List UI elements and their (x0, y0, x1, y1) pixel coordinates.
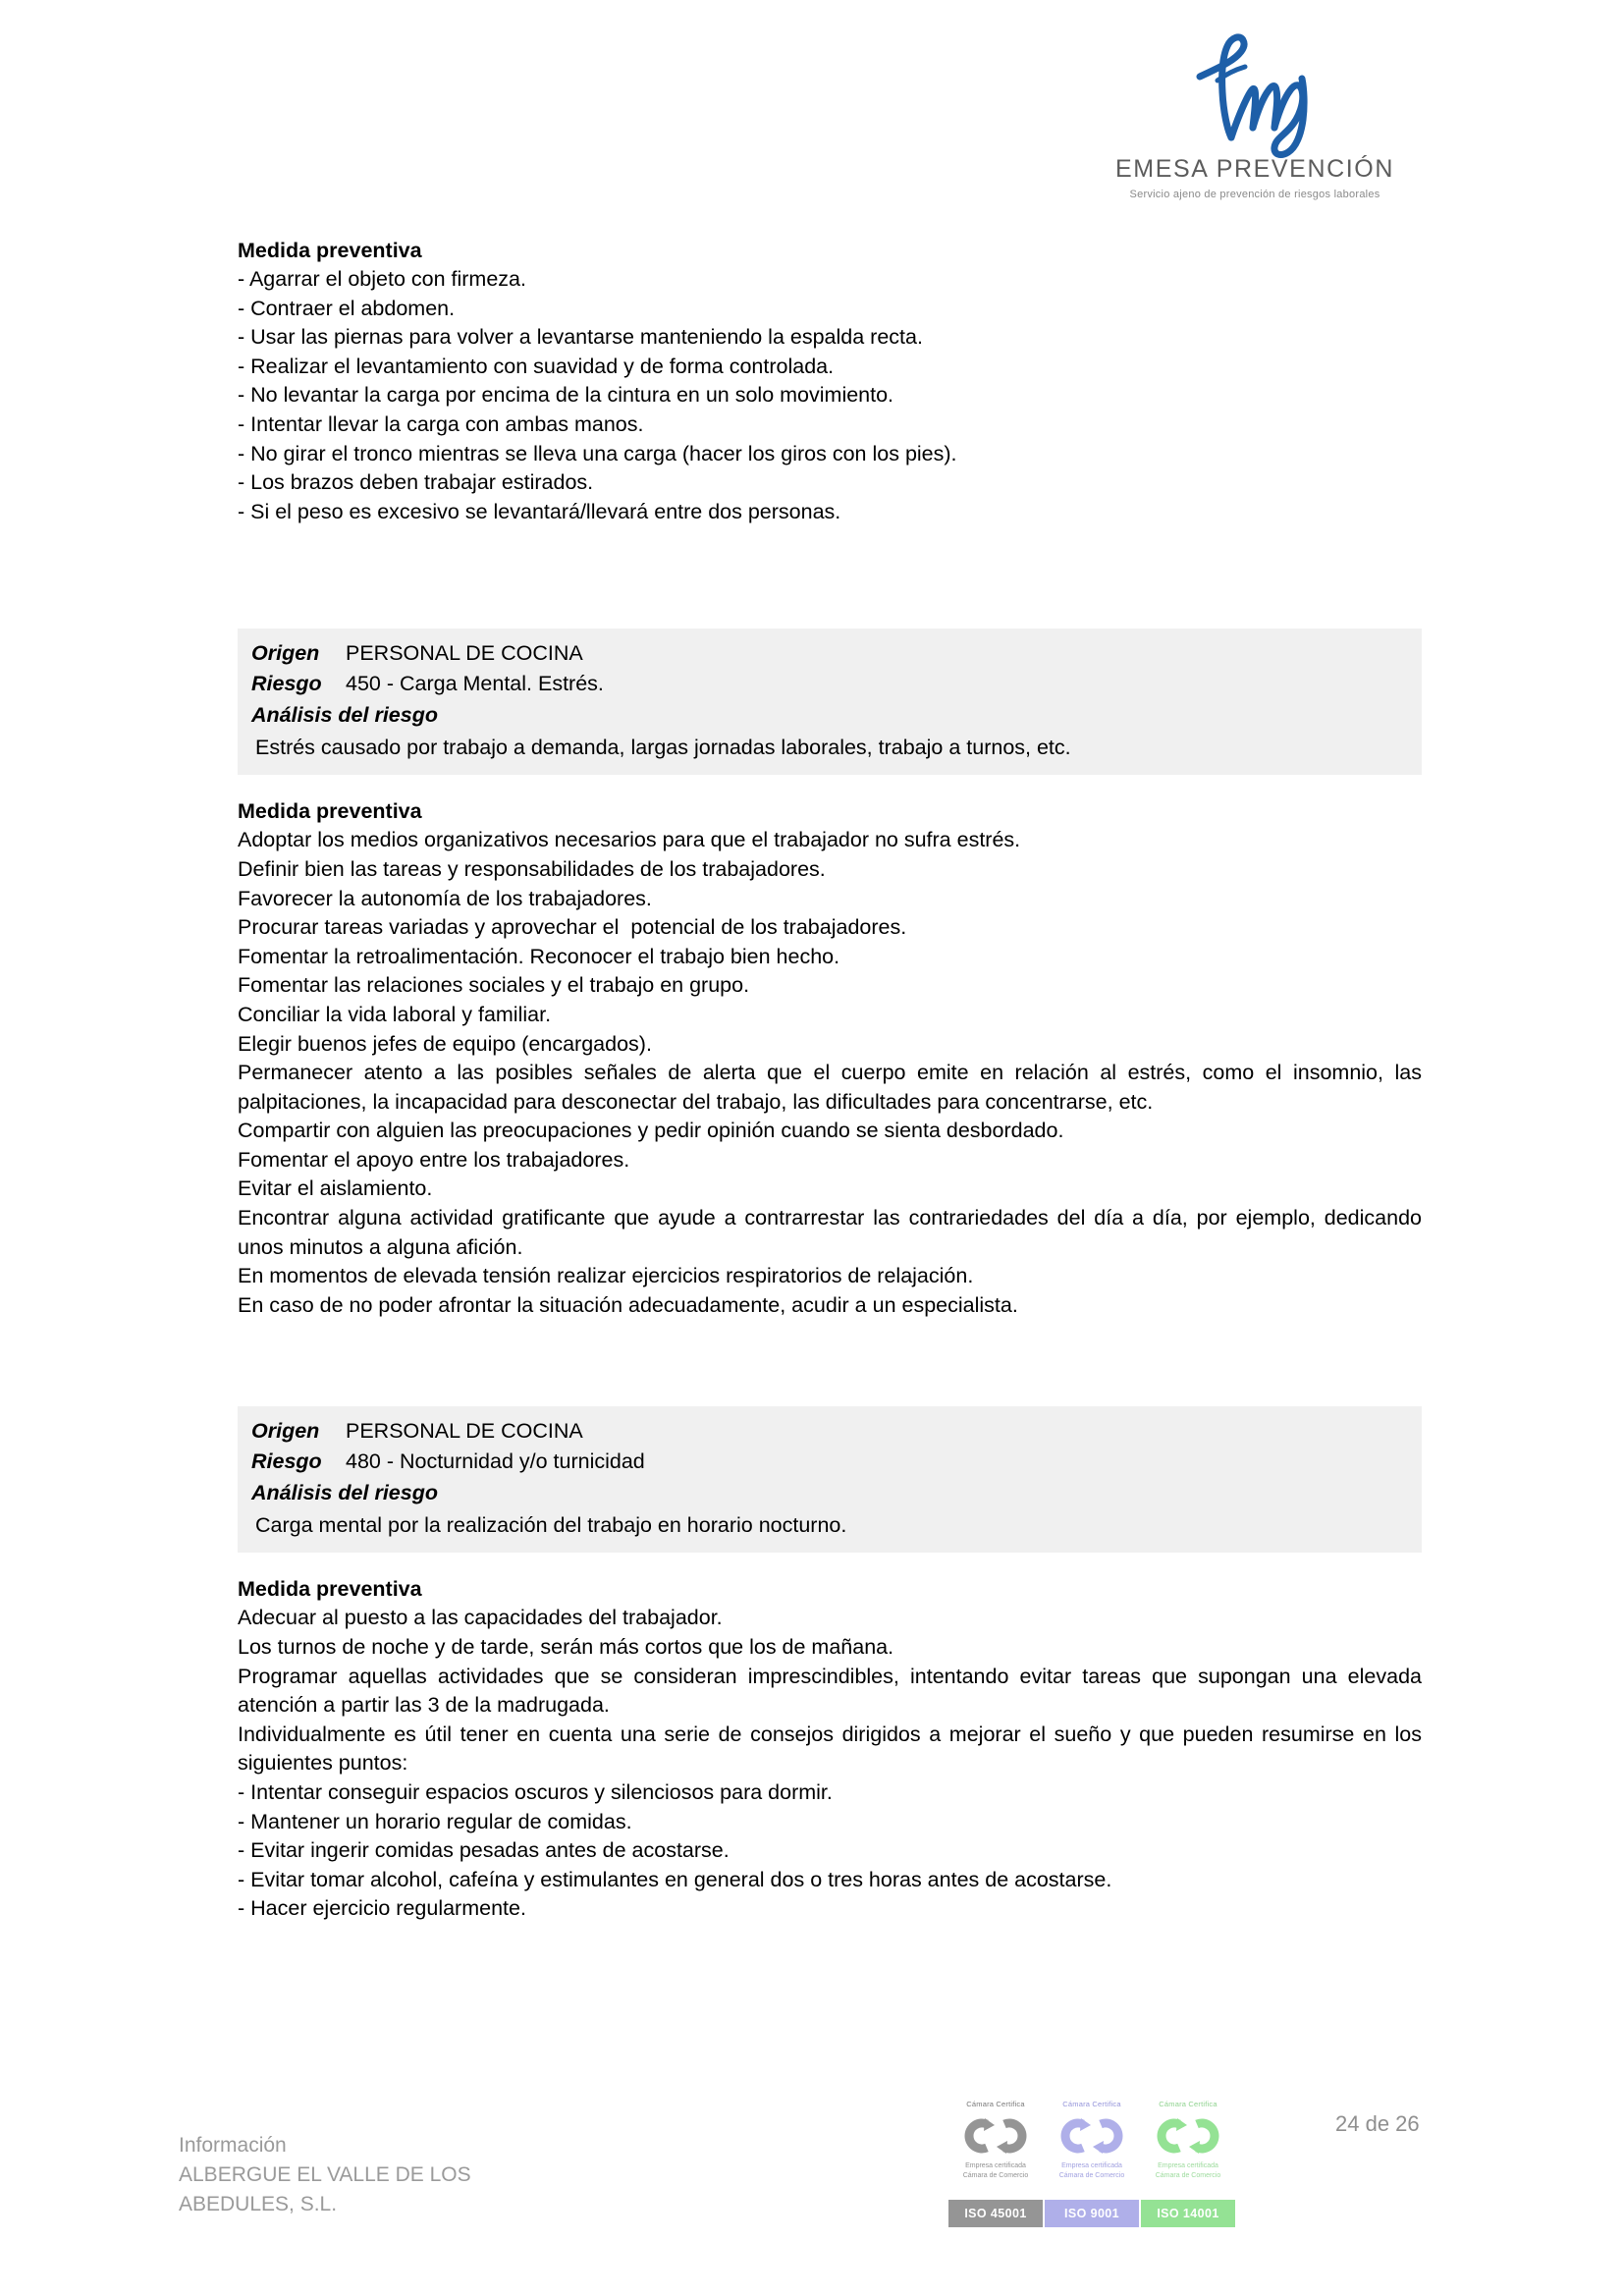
measure-line: Fomentar el apoyo entre los trabajadores. (238, 1147, 630, 1172)
analisis-text: Estrés causado por trabajo a demanda, largas jornadas laborales, trabajo a turnos, etc. (255, 736, 1071, 760)
camara-certifica-cc-icon (951, 2114, 1040, 2158)
risk-riesgo-row (238, 669, 1422, 699)
riesgo-value: 480 - Nocturnidad y/o turnicidad (346, 1449, 645, 1474)
origen-label: Origen (251, 1419, 320, 1444)
riesgo-label: Riesgo (251, 672, 322, 696)
document-content (238, 236, 1422, 1924)
risk-origen-row (238, 1416, 1422, 1447)
badge-header: Cámara Certifica (1159, 2100, 1217, 2108)
measure-paragraph: Encontrar alguna actividad gratificante que ayude a contrarrestar las contrariedades del día a día, por ejemplo, dedicando unos minutos a alguna afición. (238, 1206, 1422, 1259)
badge-header: Cámara Certifica (1062, 2100, 1121, 2108)
certification-badges (948, 2092, 1235, 2227)
measure-line: - No girar el tronco mientras se lleva una carga (hacer los giros con los pies). (238, 441, 957, 465)
camara-certifica-cc-icon (1144, 2114, 1232, 2158)
measure-paragraph: Permanecer atento a las posibles señales de alerta que el cuerpo emite en relación al estrés, como el insomnio, las palpitaciones, la incapacidad para desconectar del trabajo, las dificultades para concentrarse, etc. (238, 1061, 1422, 1114)
measure-line: - Si el peso es excesivo se levantará/llevará entre dos personas. (238, 499, 841, 523)
riesgo-label: Riesgo (251, 1449, 322, 1474)
page-header (0, 24, 1623, 235)
page-number: 24 de 26 (1335, 2111, 1420, 2136)
measure-line: Procurar tareas variadas y aprovechar el potencial de los trabajadores. (238, 915, 907, 940)
measure-line: Compartir con alguien las preocupaciones y pedir opinión cuando se sienta desbordado. (238, 1119, 1064, 1143)
measure-paragraph: Individualmente es útil tener en cuenta una serie de consejos dirigidos a mejorar el sueño y que pueden resumirse en los siguientes puntos: (238, 1722, 1422, 1776)
footer-info-label: Información (179, 2134, 287, 2157)
riesgo-value: 450 - Carga Mental. Estrés. (346, 672, 604, 696)
measure-block-480 (238, 1574, 1422, 1924)
risk-info-box-450 (238, 629, 1422, 775)
badge-line-2: Cámara de Comercio (1155, 2172, 1221, 2179)
company-tagline: Servicio ajeno de prevención de riesgos laborales (1129, 189, 1380, 200)
measure-line: - Los brazos deben trabajar estirados. (238, 470, 594, 495)
measure-title: Medida preventiva (238, 239, 422, 262)
badge-line-1: Empresa certificada (1158, 2162, 1218, 2169)
section-gap (238, 526, 1422, 629)
measure-line: - Usar las piernas para volver a levantarse manteniendo la espalda recta. (238, 325, 923, 350)
badge-line-2: Cámara de Comercio (962, 2172, 1029, 2179)
box-gap (238, 1553, 1422, 1574)
badge-header: Cámara Certifica (966, 2100, 1025, 2108)
measure-paragraph: Programar aquellas actividades que se consideran imprescindibles, intentando evitar tareas que supongan una elevada atención a partir las 3 de la madrugada. (238, 1664, 1422, 1718)
company-logo-block (1108, 24, 1402, 200)
camara-certifica-cc-icon (1048, 2114, 1136, 2158)
measure-line: En caso de no poder afrontar la situación adecuadamente, acudir a un especialista. (238, 1292, 1018, 1317)
page-footer (0, 2070, 1623, 2296)
certification-badge-iso14001 (1141, 2092, 1235, 2227)
measure-block-top (238, 236, 1422, 526)
measure-title: Medida preventiva (238, 799, 422, 824)
risk-origen-row (238, 638, 1422, 669)
measure-line: - Mantener un horario regular de comidas. (238, 1809, 632, 1833)
badge-standard: ISO 45001 (948, 2200, 1043, 2227)
origen-label: Origen (251, 641, 320, 666)
analisis-text: Carga mental por la realización del trabajo en horario nocturno. (255, 1513, 847, 1538)
risk-info-box-480 (238, 1406, 1422, 1553)
section-gap (238, 1320, 1422, 1406)
measure-line: Conciliar la vida laboral y familiar. (238, 1002, 552, 1026)
measure-title: Medida preventiva (238, 1577, 422, 1602)
measure-line: - Hacer ejercicio regularmente. (238, 1896, 526, 1921)
measure-line: - Contraer el abdomen. (238, 296, 456, 320)
origen-value: PERSONAL DE COCINA (346, 641, 583, 666)
origen-value: PERSONAL DE COCINA (346, 1419, 583, 1444)
measure-line: Adecuar al puesto a las capacidades del trabajador. (238, 1606, 723, 1630)
measure-line: Los turnos de noche y de tarde, serán más cortos que los de mañana. (238, 1635, 894, 1660)
badge-line-2: Cámara de Comercio (1058, 2172, 1125, 2179)
badge-standard: ISO 9001 (1045, 2200, 1139, 2227)
certification-badge-iso45001 (948, 2092, 1043, 2227)
measure-line: Adoptar los medios organizativos necesarios para que el trabajador no sufra estrés. (238, 828, 1021, 852)
footer-company-line-2: ABEDULES, S.L. (179, 2193, 338, 2215)
measure-line: Definir bien las tareas y responsabilidades de los trabajadores. (238, 856, 826, 881)
footer-company-line-1: ALBERGUE EL VALLE DE LOS (179, 2163, 471, 2186)
emesa-signature-logo-icon (1157, 24, 1353, 161)
measure-line: - Intentar llevar la carga con ambas manos. (238, 411, 644, 436)
box-gap (238, 775, 1422, 796)
measure-line: Fomentar la retroalimentación. Reconocer el trabajo bien hecho. (238, 944, 840, 968)
measure-block-450 (238, 796, 1422, 1320)
measure-line: - Agarrar el objeto con firmeza. (238, 267, 526, 291)
badge-standard: ISO 14001 (1141, 2200, 1235, 2227)
measure-line: Favorecer la autonomía de los trabajadores. (238, 886, 652, 910)
measure-line: - Realizar el levantamiento con suavidad y de forma controlada. (238, 354, 835, 378)
analisis-label: Análisis del riesgo (251, 703, 438, 728)
company-name: EMESA PREVENCIÓN (1115, 155, 1394, 183)
measure-line: Elegir buenos jefes de equipo (encargados). (238, 1031, 652, 1056)
certification-badge-iso9001 (1045, 2092, 1139, 2227)
analisis-label: Análisis del riesgo (251, 1481, 438, 1505)
footer-company-info (179, 2131, 471, 2219)
measure-line: - Evitar ingerir comidas pesadas antes de acostarse. (238, 1838, 730, 1863)
measure-line: Evitar el aislamiento. (238, 1176, 433, 1201)
badge-line-1: Empresa certificada (1061, 2162, 1122, 2169)
measure-line: En momentos de elevada tensión realizar ejercicios respiratorios de relajación. (238, 1264, 974, 1288)
risk-riesgo-row (238, 1447, 1422, 1477)
measure-line: - No levantar la carga por encima de la cintura en un solo movimiento. (238, 383, 894, 408)
measure-line: - Intentar conseguir espacios oscuros y silenciosos para dormir. (238, 1780, 833, 1804)
measure-line: - Evitar tomar alcohol, cafeína y estimulantes en general dos o tres horas antes de acostarse. (238, 1867, 1112, 1891)
measure-line: Fomentar las relaciones sociales y el trabajo en grupo. (238, 973, 750, 998)
badge-line-1: Empresa certificada (965, 2162, 1026, 2169)
